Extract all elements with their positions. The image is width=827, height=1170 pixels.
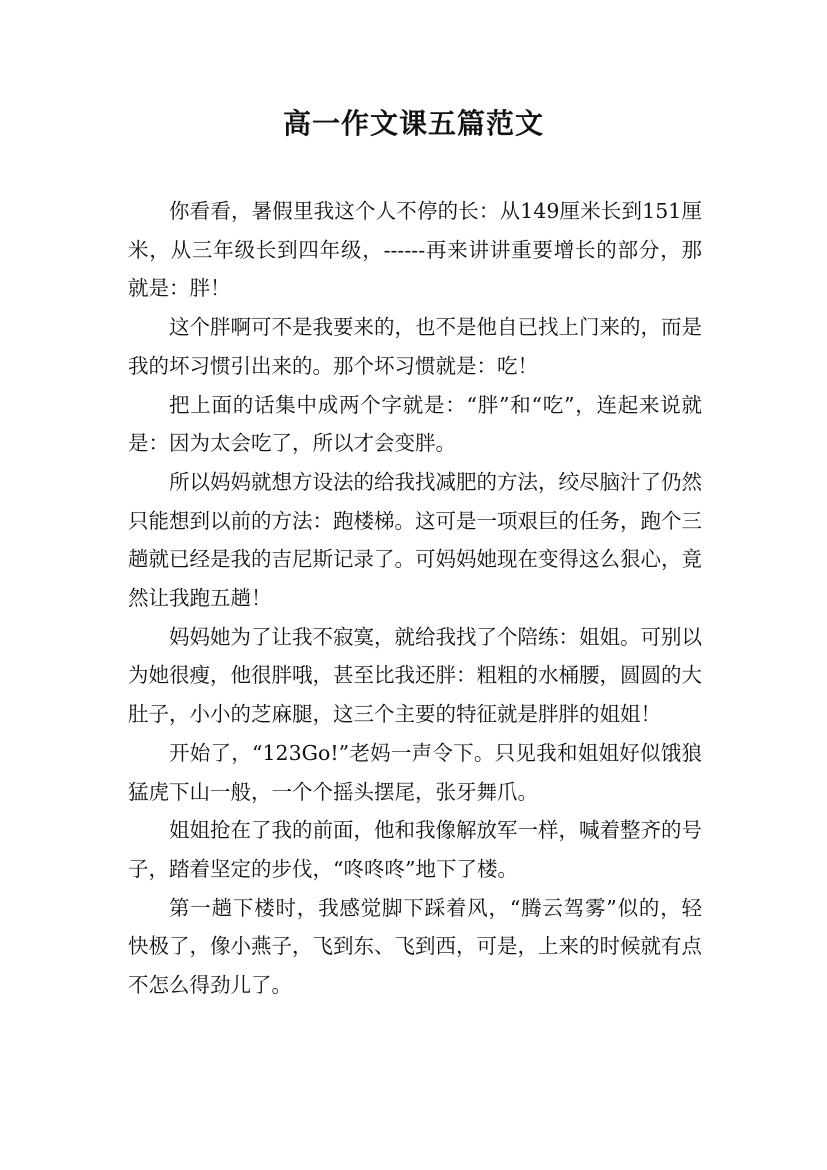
paragraph-6: 开始了，“123Go!”老妈一声令下。只见我和姐姐好似饿狼猛虎下山一般，一个个摇头摆尾，张牙舞爪。 <box>128 740 702 804</box>
paragraph-5: 妈妈她为了让我不寂寞，就给我找了个陪练：姐姐。可别以为她很瘦，他很胖哦，甚至比我还胖：粗粗的水桶腰，圆圆的大肚子，小小的芝麻腿，这三个主要的特征就是胖胖的姐姐！ <box>128 624 702 727</box>
paragraph-3: 把上面的话集中成两个字就是：“胖”和“吃”，连起来说就是：因为太会吃了，所以才会变胖。 <box>128 392 702 456</box>
paragraph-8: 第一趟下楼时，我感觉脚下踩着风，“腾云驾雾”似的，轻快极了，像小燕子，飞到东、飞到西，可是，上来的时候就有点不怎么得劲儿了。 <box>128 895 702 998</box>
paragraph-2: 这个胖啊可不是我要来的，也不是他自已找上门来的，而是我的坏习惯引出来的。那个坏习惯就是：吃！ <box>128 315 702 378</box>
paragraph-4: 所以妈妈就想方设法的给我找减肥的方法，绞尽脑汁了仍然只能想到以前的方法：跑楼梯。这可是一项艰巨的任务，跑个三趟就已经是我的吉尼斯记录了。可妈妈她现在变得这么狠心，竟然让我跑五趟！ <box>128 469 702 611</box>
paragraph-7: 姐姐抢在了我的前面，他和我像解放军一样，喊着整齐的号子，踏着坚定的步伐，“咚咚咚”地下了楼。 <box>128 818 702 881</box>
document-body <box>128 192 702 1005</box>
paragraph-1: 你看看，暑假里我这个人不停的长：从149厘米长到151厘米，从三年级长到四年级，------再来讲讲重要增长的部分，那就是：胖！ <box>128 199 702 301</box>
document-title: 高一作文课五篇范文 <box>282 107 544 140</box>
